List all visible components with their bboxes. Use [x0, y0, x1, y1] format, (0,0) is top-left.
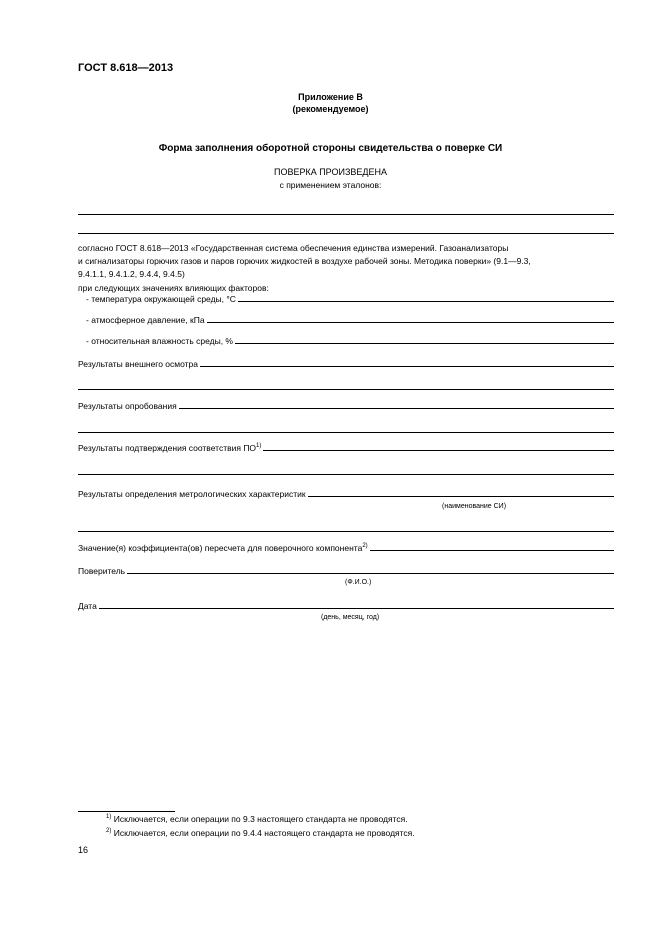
temperature-label: - температура окружающей среды, °С: [86, 294, 236, 304]
external-inspection-input-line[interactable]: [200, 366, 614, 367]
humidity-field[interactable]: [86, 336, 614, 346]
metrology-caption: (наименование СИ): [442, 503, 507, 510]
paragraph-line-1: согласно ГОСТ 8.618—2013 «Государственная система обеспечения единства измерений. Газоанализаторы: [78, 243, 509, 253]
verification-subtitle: с применением эталонов:: [279, 180, 382, 190]
testing-label: Результаты опробования: [78, 401, 177, 411]
coefficient-input-line[interactable]: [370, 550, 614, 551]
footnote-1-mark: 1): [106, 814, 112, 821]
temperature-input-line[interactable]: [238, 301, 614, 302]
software-input-line[interactable]: [263, 450, 614, 451]
paragraph-line-3: 9.4.1.1, 9.4.1.2, 9.4.4, 9.4.5): [78, 269, 185, 279]
appendix-title: Приложение В: [298, 92, 363, 102]
footnote-1: [106, 814, 408, 824]
standards-line-1: [78, 214, 614, 215]
pressure-input-line[interactable]: [207, 322, 614, 323]
humidity-input-line[interactable]: [235, 343, 614, 344]
appendix-subtitle: (рекомендуемое): [292, 104, 369, 114]
verifier-caption: (Ф.И.О.): [345, 579, 372, 586]
metrology-label: Результаты определения метрологических характеристик: [78, 489, 306, 499]
metrology-extra-line[interactable]: [78, 531, 614, 532]
testing-input-line[interactable]: [179, 408, 614, 409]
software-label: Результаты подтверждения соответствия ПО$^{1)}$: [78, 443, 262, 453]
document-header: ГОСТ 8.618—2013: [78, 62, 174, 74]
verifier-input-line[interactable]: [127, 573, 614, 574]
standards-line-2: [78, 233, 614, 234]
date-field[interactable]: [78, 601, 614, 611]
software-footnote-mark: 1): [256, 443, 262, 450]
testing-extra-line[interactable]: [78, 432, 614, 433]
metrology-field[interactable]: [78, 489, 614, 499]
date-input-line[interactable]: [99, 608, 614, 609]
conditions-intro: при следующих значениях влияющих факторов:: [78, 283, 269, 293]
testing-field[interactable]: [78, 401, 614, 411]
pressure-label: - атмосферное давление, кПа: [86, 315, 205, 325]
paragraph-line-2: и сигнализаторы горючих газов и паров горючих жидкостей в воздухе рабочей зоны. Методика поверки» (9.1—9.3,: [78, 256, 531, 266]
page-number: 16: [78, 845, 89, 855]
footnote-2-mark: 2): [106, 828, 112, 835]
coefficient-label: Значение(я) коэффициента(ов) пересчета для поверочного компонента$^{2)}$: [78, 543, 368, 553]
humidity-label: - относительная влажность среды, %: [86, 336, 233, 346]
software-field[interactable]: [78, 443, 614, 453]
date-caption: (день, месяц, год): [321, 614, 380, 621]
coefficient-field[interactable]: [78, 543, 614, 553]
metrology-input-line[interactable]: [308, 496, 614, 497]
temperature-field[interactable]: [86, 294, 614, 304]
footnote-2-text: Исключается, если операции по 9.4.4 настоящего стандарта не проводятся.: [113, 828, 415, 838]
footnote-2: [106, 828, 415, 838]
date-label: Дата: [78, 601, 97, 611]
verifier-field[interactable]: [78, 566, 614, 576]
pressure-field[interactable]: [86, 315, 614, 325]
footnote-1-text: Исключается, если операции по 9.3 настоящего стандарта не проводятся.: [113, 814, 408, 824]
software-extra-line[interactable]: [78, 474, 614, 475]
external-inspection-extra-line[interactable]: [78, 389, 614, 390]
verifier-label: Поверитель: [78, 566, 126, 576]
footnote-separator: [78, 811, 175, 812]
external-inspection-label: Результаты внешнего осмотра: [78, 359, 199, 369]
external-inspection-field[interactable]: [78, 359, 614, 369]
verification-title: ПОВЕРКА ПРОИЗВЕДЕНА: [273, 167, 387, 177]
form-title: Форма заполнения оборотной стороны свидетельства о поверке СИ: [158, 143, 503, 154]
coefficient-footnote-mark: 2): [362, 543, 368, 550]
